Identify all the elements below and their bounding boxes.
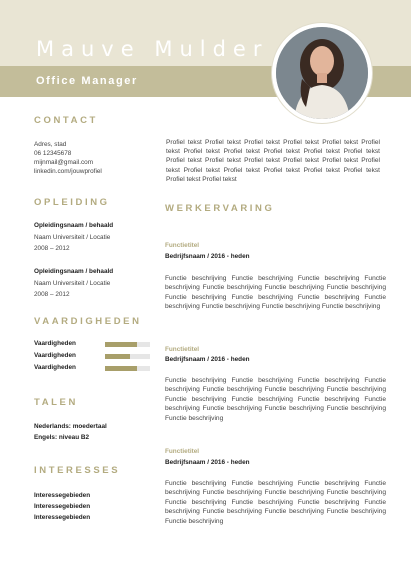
- education-heading: OPLEIDING: [34, 197, 110, 208]
- education-years: 2008 – 2012: [34, 245, 70, 252]
- education-school: Naam Universiteit / Locatie: [34, 280, 111, 287]
- skill-label: Vaardigheden: [34, 340, 76, 347]
- education-name: Opleidingsnaam / behaald: [34, 268, 114, 275]
- contact-address: Adres, stad: [34, 141, 67, 148]
- skills-heading: VAARDIGHEDEN: [34, 316, 142, 327]
- skill-label: Vaardigheden: [34, 364, 76, 371]
- skill-fill: [105, 342, 137, 347]
- skill-row: [34, 364, 154, 373]
- experience-heading: WERKERVARING: [165, 203, 275, 214]
- education-name: Opleidingsnaam / behaald: [34, 222, 114, 229]
- education-years: 2008 – 2012: [34, 291, 70, 298]
- contact-linkedin: linkedin.com/jouwprofiel: [34, 168, 102, 175]
- interest-item: Interessegebieden: [34, 514, 91, 521]
- contact-heading: CONTACT: [34, 115, 98, 126]
- education-school: Naam Universiteit / Locatie: [34, 234, 111, 241]
- interest-item: Interessegebieden: [34, 492, 91, 499]
- job-title: Functietitel: [165, 448, 200, 455]
- job-company: Bedrijfsnaam / 2016 - heden: [165, 253, 250, 260]
- job-company: Bedrijfsnaam / 2016 - heden: [165, 356, 250, 363]
- skill-bar: [105, 354, 150, 359]
- job-description: Functie beschrijving Functie beschrijving Functie beschrijving Functie beschrijving Functie beschrijving Functie beschrijving Functie beschrijving Functie beschrijving Functie beschrijving Functie beschrijving Functie beschrijving Functie beschrijving Functie beschrijving Functie beschrijving Functie beschrijving: [165, 377, 386, 422]
- skill-row: [34, 340, 154, 349]
- interests-heading: INTERESSES: [34, 465, 121, 476]
- language-item: Engels: niveau B2: [34, 434, 90, 441]
- candidate-job-title: Office Manager: [36, 75, 138, 87]
- contact-email: mijnmail@gmail.com: [34, 159, 94, 166]
- job-company: Bedrijfsnaam / 2016 - heden: [165, 459, 250, 466]
- language-item: Nederlands: moedertaal: [34, 423, 107, 430]
- profile-photo: [276, 27, 368, 119]
- skill-fill: [105, 366, 137, 371]
- interest-item: Interessegebieden: [34, 503, 91, 510]
- job-title: Functietitel: [165, 346, 200, 353]
- languages-heading: TALEN: [34, 397, 78, 408]
- skill-row: [34, 352, 154, 361]
- candidate-name: Mauve Mulder: [36, 37, 269, 61]
- job-description: Functie beschrijving Functie beschrijving Functie beschrijving Functie beschrijving Functie beschrijving Functie beschrijving Functie beschrijving Functie beschrijving Functie beschrijving Functie beschrijving Functie beschrijving Functie beschrijving Functie beschrijving Functie beschrijving: [165, 275, 386, 311]
- job-description: Functie beschrijving Functie beschrijving Functie beschrijving Functie beschrijving Functie beschrijving Functie beschrijving Functie beschrijving Functie beschrijving Functie beschrijving Functie beschrijving Functie beschrijving Functie beschrijving Functie beschrijving Functie beschrijving Functie beschrijving: [165, 480, 386, 525]
- job-title: Functietitel: [165, 242, 200, 249]
- profile-text: Profiel tekst Profiel tekst Profiel tekst Profiel tekst Profiel tekst Profiel tekst Profiel tekst Profiel tekst Profiel tekst Profiel tekst Profiel tekst Profiel tekst Profiel tekst Profiel tekst Profiel tekst Profiel tekst Profiel tekst Profiel tekst Profiel tekst Profiel tekst Profiel tekst Profiel tekst Profiel tekst Profiel tekst: [166, 139, 380, 183]
- contact-phone: 06 12345678: [34, 150, 72, 157]
- skill-fill: [105, 354, 130, 359]
- skill-label: Vaardigheden: [34, 352, 76, 359]
- skill-bar: [105, 342, 150, 347]
- skill-bar: [105, 366, 150, 371]
